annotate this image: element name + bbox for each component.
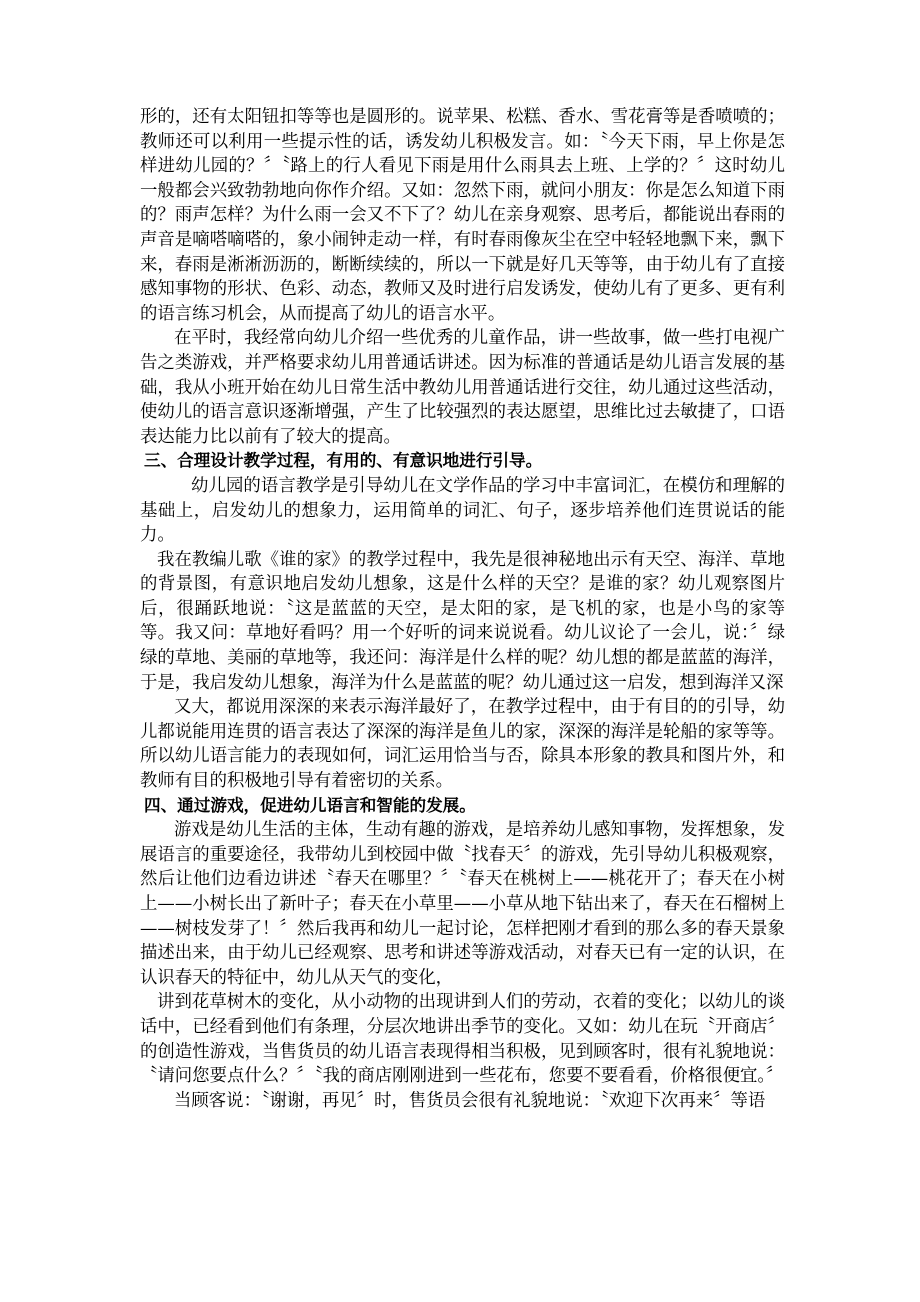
paragraph-3: 幼儿园的语言教学是引导幼儿在文学作品的学习中丰富词汇，在模仿和理解的基础上，启发幼儿的想象力，运用简单的词汇、句子，逐步培养他们连贯说话的能力。	[140, 475, 785, 546]
paragraph-6: 游戏是幼儿生活的主体，生动有趣的游戏，是培养幼儿感知事物，发挥想象，发展语言的重要途径，我带幼儿到校园中做〝找春天〞的游戏，先引导幼儿积极观察，然后让他们边看边讲述〝春天在哪里？〞〝春天在桃树上——桃花开了；春天在小树上——小树长出了新叶子；春天在小草里——小草从地下钻出来了，春天在石榴树上——树枝发芽了！〞然后我再和幼儿一起讨论，怎样把刚才看到的那么多的春天景象描述出来，由于幼儿已经观察、思考和讲述等游戏活动，对春天已有一定的认识，在认识春天的特征中，幼儿从天气的变化，	[140, 820, 785, 988]
paragraph-1: 形的，还有太阳钮扣等等也是圆形的。说苹果、松糕、香水、雪花膏等是香喷喷的；教师还可以利用一些提示性的话，诱发幼儿积极发言。如：〝今天下雨，早上你是怎样进幼儿园的？〞〝路上的行人看见下雨是用什么雨具去上班、上学的？〞这时幼儿一般都会兴致勃勃地向你作介绍。又如：忽然下雨，就问小朋友：你是怎么知道下雨的？雨声怎样？为什么雨一会又不下了？幼儿在亲身观察、思考后，都能说出春雨的声音是嘀嗒嘀嗒的，象小闹钟走动一样，有时春雨像灰尘在空中轻轻地飘下来，飘下来，春雨是淅淅沥沥的，断断续续的，所以一下就是好几天等等，由于幼儿有了直接感知事物的形状、色彩、动态，教师又及时进行启发诱发，使幼儿有了更多、更有利的语言练习机会，从而提高了幼儿的语言水平。	[140, 107, 785, 324]
paragraph-5: 又大，都说用深深的来表示海洋最好了，在教学过程中，由于有目的的引导，幼儿都说能用连贯的语言表达了深深的海洋是鱼儿的家，深深的海洋是轮船的家等等。所以幼儿语言能力的表现如何，词汇运用恰当与否，除具本形象的教具和图片外，和教师有目的积极地引导有着密切的关系。	[140, 697, 785, 792]
section-heading-4: 四、通过游戏，促进幼儿语言和智能的发展。	[144, 795, 476, 815]
paragraph-8: 当顾客说：〝谢谢，再见〞时，售货员会很有礼貌地说：〝欢迎下次再来〞等语	[174, 1090, 766, 1111]
paragraph-7: 讲到花草树木的变化，从小动物的出现讲到人们的劳动，衣着的变化；以幼儿的谈话中，已经看到他们有条理，分层次地讲出季节的变化。又如：幼儿在玩〝开商店〞的创造性游戏，当售货员的幼儿语言表现得相当积极，见到顾客时，很有礼貌地说：〝请问您要点什么？〞〝我的商店刚刚进到一些花布，您要不要看看，价格很便宜。〞	[140, 992, 785, 1087]
document-page	[140, 105, 785, 1113]
section-heading-3: 三、合理设计教学过程，有用的、有意识地进行引导。	[144, 451, 543, 471]
paragraph-4: 我在教编儿歌《谁的家》的教学过程中，我先是很神秘地出示有天空、海洋、草地的背景图，有意识地启发幼儿想象，这是什么样的天空？是谁的家？幼儿观察图片后，很踊跃地说：〝这是蓝蓝的天空，是太阳的家，是飞机的家，也是小鸟的家等等。我又问：草地好看吗？用一个好听的词来说说看。幼儿议论了一会儿，说：〞绿绿的草地、美丽的草地等，我还问：海洋是什么样的呢？幼儿想的都是蓝蓝的海洋，于是，我启发幼儿想象，海洋为什么是蓝蓝的呢？幼儿通过这一启发，想到海洋又深	[140, 549, 785, 693]
paragraph-2: 在平时，我经常向幼儿介绍一些优秀的儿童作品，讲一些故事，做一些打电视广告之类游戏，并严格要求幼儿用普通话讲述。因为标准的普通话是幼儿语言发展的基础，我从小班开始在幼儿日常生活中教幼儿用普通话进行交往，幼儿通过这些活动，使幼儿的语言意识逐渐增强，产生了比较强烈的表达愿望，思维比过去敏捷了，口语表达能力比以前有了较大的提高。	[140, 328, 785, 447]
